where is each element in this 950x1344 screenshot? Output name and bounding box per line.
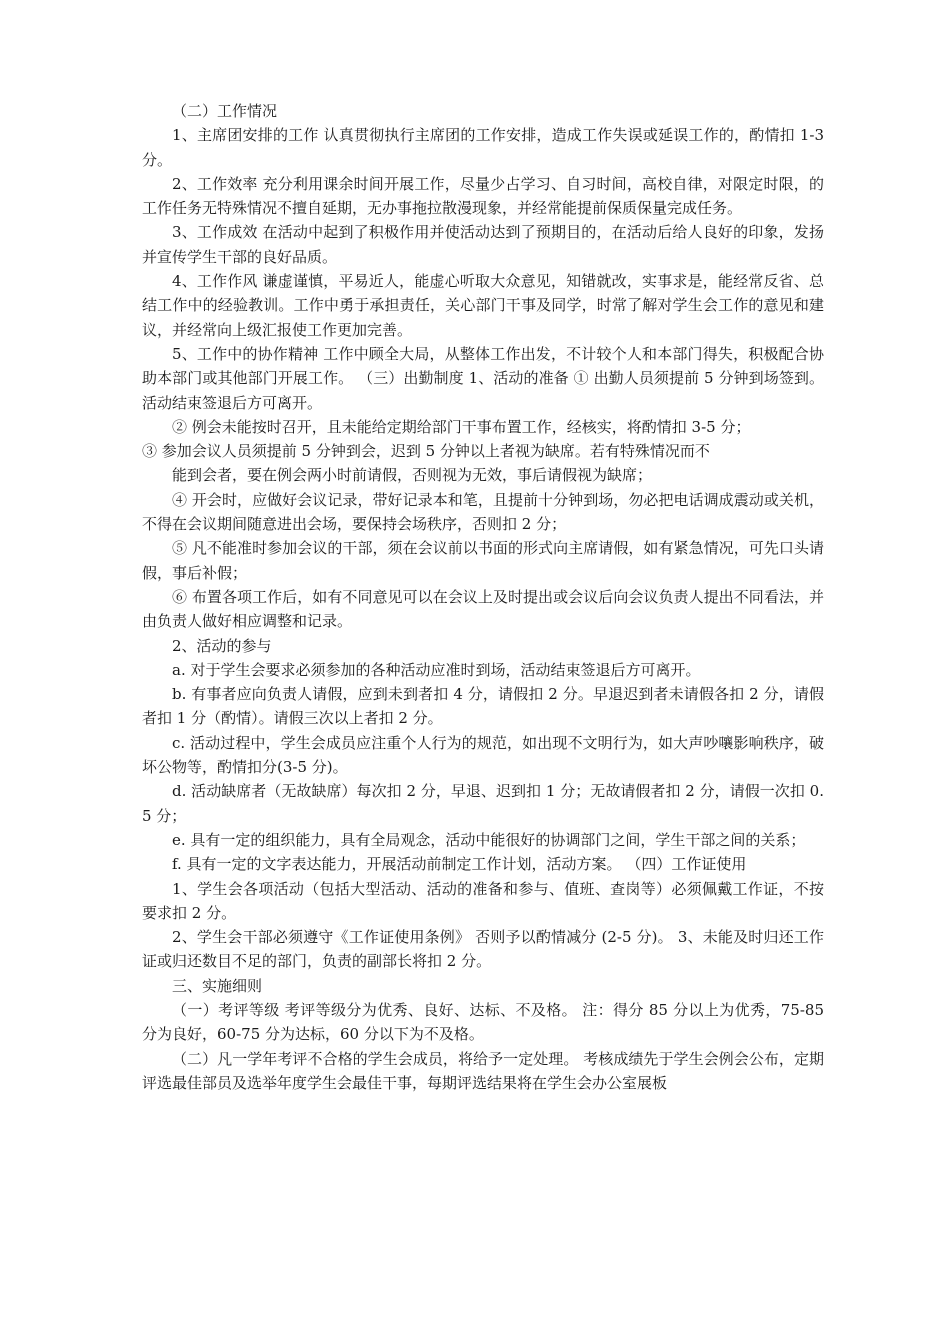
paragraph: e. 具有一定的组织能力，具有全局观念，活动中能很好的协调部门之间，学生干部之间的关系； xyxy=(172,830,806,849)
paragraph: 2、工作效率 充分利用课余时间开展工作，尽量少占学习、自习时间，高校自律，对限定时限，的工作任务无特殊情况不擅自延期，无办事拖拉散漫现象，并经常能提前保质保量完成任务。 xyxy=(142,174,824,218)
paragraph: ⑥ 布置各项工作后，如有不同意见可以在会议上及时提出或会议后向会议负责人提出不同看法，并由负责人做好相应调整和记录。 xyxy=(142,587,824,631)
paragraph: （一）考评等级 考评等级分为优秀、良好、达标、不及格。 注：得分 85 分以上为优秀，75-85 分为良好，60-75 分为达标，60 分以下为不及格。 xyxy=(142,1000,824,1044)
paragraph: d. 活动缺席者（无故缺席）每次扣 2 分，早退、迟到扣 1 分；无故请假者扣 2 分，请假一次扣 0.5 分； xyxy=(142,782,824,825)
paragraph: 1、学生会各项活动（包括大型活动、活动的准备和参与、值班、查岗等）必须佩戴工作证，不按要求扣 2 分。 xyxy=(142,879,824,922)
paragraph: ② 例会未能按时召开，且未能给定期给部门干事布置工作，经核实，将酌情扣 3-5 分； xyxy=(172,417,751,436)
paragraph: 5、工作中的协作精神 工作中顾全大局，从整体工作出发，不计较个人和本部门得失，积极配合协助本部门或其他部门开展工作。 （三）出勤制度 1、活动的准备 ① 出勤人员须提前 5 分钟到场签到。活动结束签退后方可离开。 xyxy=(142,344,824,412)
paragraph: 4、工作作风 谦虚谨慎，平易近人，能虚心听取大众意见，知错就改，实事求是，能经常反省、总结工作中的经验教训。工作中勇于承担责任，关心部门干事及同学，时常了解对学生会工作的意见和建议，并经常向上级汇报使工作更加完善。 xyxy=(142,272,824,339)
paragraph: a. 对于学生会要求必须参加的各种活动应准时到场，活动结束签退后方可离开。 xyxy=(172,660,701,679)
document-body xyxy=(142,99,824,1095)
paragraph: 3、工作成效 在活动中起到了积极作用并使活动达到了预期目的，在活动后给人良好的印象，发扬并宣传学生干部的良好品质。 xyxy=(142,223,824,266)
section-heading: 三、实施细则 xyxy=(172,976,263,995)
paragraph: 2、学生会干部必须遵守《工作证使用条例》 否则予以酌情减分 (2-5 分)。 3、未能及时归还工作证或归还数目不足的部门，负责的副部长将扣 2 分。 xyxy=(142,928,824,971)
paragraph: b. 有事者应向负责人请假，应到未到者扣 4 分，请假扣 2 分。早退迟到者未请假各扣 2 分，请假者扣 1 分（酌情）。请假三次以上者扣 2 分。 xyxy=(142,685,824,728)
section-heading: （二）工作情况 xyxy=(172,102,278,120)
paragraph: ④ 开会时，应做好会议记录，带好记录本和笔，且提前十分钟到场，勿必把电话调成震动或关机，不得在会议期间随意进出会场，要保持会场秩序，否则扣 2 分； xyxy=(142,490,824,534)
paragraph: 1、主席团安排的工作 认真贯彻执行主席团的工作安排，造成工作失误或延误工作的，酌情扣 1-3 分。 xyxy=(142,126,824,169)
paragraph: ③ 参加会议人员须提前 5 分钟到会，迟到 5 分钟以上者视为缺席。若有特殊情况而不 xyxy=(142,442,710,461)
paragraph: ⑤ 凡不能准时参加会议的干部，须在会议前以书面的形式向主席请假，如有紧急情况，可先口头请假，事后补假； xyxy=(142,539,824,582)
paragraph: （二）凡一学年考评不合格的学生会成员，将给予一定处理。 考核成绩先于学生会例会公布，定期评选最佳部员及选举年度学生会最佳干事，每期评选结果将在学生会办公室展板 xyxy=(142,1049,824,1092)
section-heading: 2、活动的参与 xyxy=(172,636,272,655)
paragraph: f. 具有一定的文字表达能力，开展活动前制定工作计划，活动方案。 （四）工作证使用 xyxy=(172,855,747,874)
paragraph: c. 活动过程中，学生会成员应注重个人行为的规范，如出现不文明行为，如大声吵嚷影响秩序，破坏公物等，酌情扣分(3-5 分)。 xyxy=(142,733,824,777)
paragraph: 能到会者，要在例会两小时前请假，否则视为无效，事后请假视为缺席； xyxy=(172,466,653,485)
